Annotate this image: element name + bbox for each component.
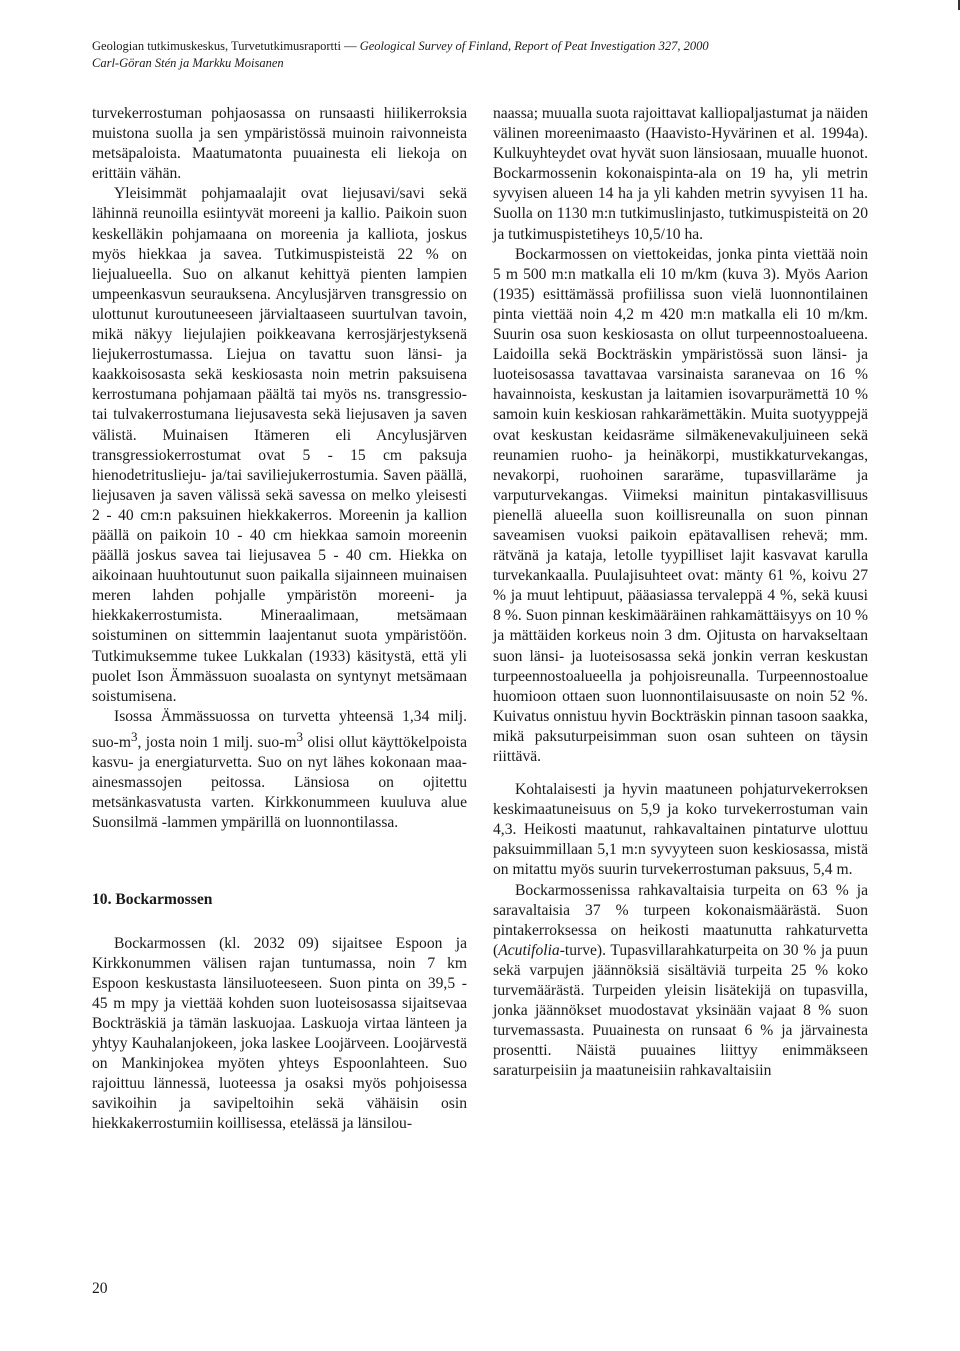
- paragraph: Bockarmossen on viettokeidas, jonka pinta viettää noin 5 m 500 m:n matkalla eli 10 m/km (kuva 3). Myös Aarion (1935) esittämässä profiilissa suon vielä luonnontilainen pinta viettää noin 4,2 m 420 m:n matkalla eli 10 m/km. Suurin osa suon keskiosasta on ollut turpeennostoalueena. Laidoilla sekä Bockträskin ympäristössä suon länsi- ja luoteisosassa tavattavaa varsinaista saranevaa on 16 % havainnoista, keskustan ja laitamien isovarpurämettä 10 % samoin kuin keskiosan rahkarämettäkin. Muita suotyyppejä ovat keskustan keidasräme silmäkenevakuljuineen sekä reunamien ruoho- ja heinäkorpi, mustikkaturvekangas, nevakorpi, ruohoinen sararäme, tupasvillaräme ja varputurvekangas. Viimeksi mainitun pintakasvillisuus pienellä alueella suon koillisreunalla on suon pinnan saveamisen vuoksi paikoin epätavallisen rehevä; mm. rätvänä ja kataja, letolle tyypilliset lajit kasvavat karulla turvekankaalla. Puulajisuhteet ovat: mänty 61 %, koivu 27 % ja muut lehtipuut, pääasiassa tervaleppä 4 %, sekä kuusi 8 %. Suon pinnan keskimääräinen rahkamättäisyys on 10 % ja mättäiden korkeus noin 3 dm. Ojitusta on harvakseltaan suon länsi- ja luoteisosassa sekä jonkin verran keskustan turpeennostoalueella ja pohjoisreunalla. Turpeennostoalue huomioon ottaen suon luonnontilaisuusaste on noin 52 %. Kuivatus onnistuu hyvin Bockträskin pinnan tasoon saakka, mikä paksuturpeisimman suon osan suhteen on täysin riittävä.: [493, 245, 868, 765]
- text-run: Bockarmossenissa rahkavaltaisia turpeita on 63 % ja saravaltaisia 37 % turpeen kokonaismäärästä. Suon pintakerroksessa on heikosti maatunutta rahkaturvetta (: [493, 881, 868, 959]
- italic-term: Acutifolia: [498, 941, 560, 959]
- series-title-en: Geological Survey of Finland, Report of Peat Investigation 327, 2000: [359, 39, 709, 53]
- paragraph: Kohtalaisesti ja hyvin maatuneen pohjaturvekerroksen keskimaatuneisuus on 5,9 ja koko turvekerrostuman vain 4,3. Heikosti maatunut, rahkavaltainen pintaturve ulottuu paksuimmillaan 5,1 m:n syvyyteen suon keskiosassa, mistä on mitattu myös suurin turvekerrostuman paksuus, 5,4 m.: [493, 781, 868, 879]
- series-title-fi: Geologian tutkimuskeskus, Turvetutkimusraportti: [92, 39, 341, 53]
- text-run: Isossa Ämmässuossa on turvetta yhteensä 1,34 milj. suo-m: [92, 707, 467, 752]
- text-run: olisi ollut käyttökelpoista kasvu- ja energiaturvetta. Suo on nyt lähes kokonaan maa-ainesmassojen peitossa. Länsiosa on ojitettu metsänkasvatusta varten. Kirkkonummeen kuuluva alue Suonsilmä -lammen ympärillä on luonnontilassa.: [92, 734, 467, 832]
- paragraph: Yleisimmät pohjamaalajit ovat liejusavi/savi sekä lähinnä reunoilla esiintyvät moreeni ja kallio. Paikoin suon keskelläkin pohjamaana on moreenia ja kalliota, joskus myös hiekkaa ja savea. Tutkimuspisteistä 22 % on liejualueella. Suo on alkanut kehittyä pienten lampien umpeenkasvun seurauksena. Ancylusjärven transgressio on ulottunut kuroutuneeseen järvialtaaseen suurtulvan tavoin, mikä näkyy liejulajien poikkeavana kerrosjärjestyksenä liejukerrostumassa. Liejua on tavattu suon länsi- ja kaakkoisosasta sekä keskiosasta noin metrin paksuisena kerrostumana pohjamaan päältä tai myös ns. transgressio- tai tulvakerrostumana liejusavesta sekä liejusaven ja saven välistä. Muinaisen Itämeren eli Ancylusjärven transgressiokerrostumat ovat 5 - 15 cm paksuja hienodetrituslieju- ja/tai saviliejukerrostumia. Saven päällä, liejusaven ja saven välissä sekä savessa on melko yleisesti 2 - 40 cm:n paksuinen hiekkakerros. Moreenin ja kallion päällä on paikoin 10 - 40 cm hiekkaa samoin moreenin päällä joskus savea tai liejusavea 5 - 40 cm. Hiekka on aikoinaan huuhtoutunut suon paikalla sijainneen muinaisen meren lahden pohjalle ympäristön moreeni- ja hiekkakerrostumista. Mineraalimaan, metsämaan soistuminen on sittemmin laajentanut suota ympäristöön. Tutkimuksemme tukee Lukkalan (1933) käsitystä, että yli puolet Ison Ämmässuon suoalasta on syntynyt metsämaan soistumisena.: [92, 185, 467, 705]
- series-line: [92, 38, 892, 55]
- page-number: 20: [92, 1280, 108, 1297]
- title-separator: —: [340, 39, 360, 53]
- text-run: -turve). Tupasvillarahkaturpeita on 30 % ja puun sekä varpujen jäännöksiä sisältäviä turpeita 25 % koko turvemäärästä. Turpeiden yleisin lisätekijä on tupasvilla, jonka jäännökset muodostavat yksinään vajaat 8 % suon turvemassasta. Puuainesta on runsaat 6 % ja järvainesta prosentti. Näistä puuaines liittyy enimmäkseen saraturpeisiin ja maatuneisiin rahkavaltaisiin: [493, 941, 868, 1080]
- section-heading: 10. Bockarmossen: [92, 890, 213, 908]
- authors-line: Carl-Göran Stén ja Markku Moisanen: [92, 56, 284, 70]
- paragraph: turvekerrostuman pohjaosassa on runsaasti hiilikerroksia muistona suolla ja sen ympäristössä muinoin raivonneista metsäpaloista. Maatumatonta puuainesta eli liekoja on erittäin vähän.: [92, 105, 467, 183]
- superscript: 3: [296, 728, 303, 744]
- paragraph: naassa; muualla suota rajoittavat kalliopaljastumat ja näiden välinen moreenimaasto (Haavisto-Hyvärinen et al. 1994a). Kulkuyhteydet ovat hyvät suon länsiosaan, muualle huonot. Bockarmossenin kokonaispinta-ala on 19 ha, yli metrin syvyisen alueen 14 ha ja yli kahden metrin syvyisen 11 ha. Suolla on 1130 m:n tutkimuslinjasto, tutkimuspisteitä on 20 ja tutkimuspistetiheys 10,5/10 ha.: [493, 105, 868, 243]
- paragraph: [493, 881, 868, 1082]
- superscript: 3: [130, 728, 138, 744]
- paragraph: Bockarmossen (kl. 2032 09) sijaitsee Espoon ja Kirkkonummen välisen rajan tuntumassa, noin 7 km Espoon keskustasta länsiluoteeseen. Suon pinta on 39,5 - 45 m mpy ja viettää kohden suon luoteisosassa sijaitsevaa Bockträskiä ja tämän laskuojaa. Laskuoja virtaa länteen ja yhtyy Kauhalanjokeen, joka laskee Loojärveen. Loojärvestä on Mankinjokea myöten yhteys Espoonlahteen. Suo rajoittuu lännessä, luoteessa ja osaksi myös pohjoisessa savikoihin ja savipeltoihin sekä vähäisin osin hiekkakerrostumiin koillisessa, etelässä ja länsilou-: [92, 934, 467, 1133]
- right-column: [493, 104, 868, 1082]
- text-run: , josta noin 1 milj. suo-m: [137, 734, 297, 752]
- left-column: [92, 104, 467, 1135]
- paragraph: [92, 707, 467, 834]
- running-header: [92, 38, 892, 72]
